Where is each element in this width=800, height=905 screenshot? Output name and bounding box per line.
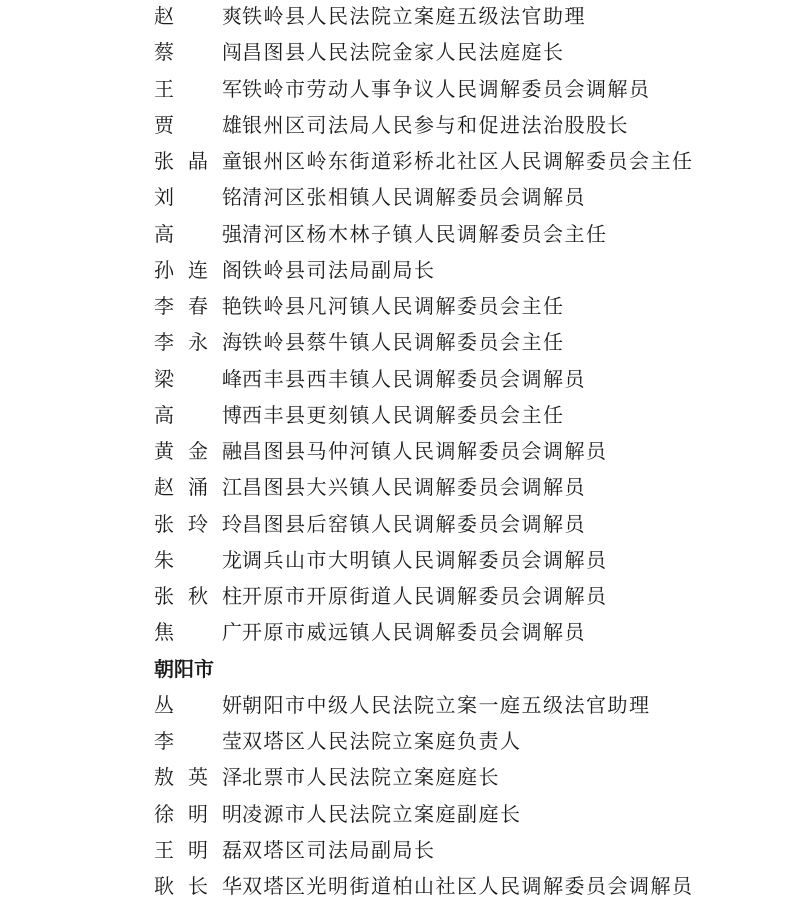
person-title: 清河区张相镇人民调解委员会调解员 bbox=[242, 185, 586, 210]
person-name bbox=[154, 614, 242, 650]
person-name-char: 爽 bbox=[222, 4, 242, 28]
person-name-char: 童 bbox=[222, 149, 242, 173]
person-name-char: 朱 bbox=[154, 547, 174, 572]
person-title: 西丰县西丰镇人民调解委员会调解员 bbox=[242, 366, 586, 391]
person-name-char: 丛 bbox=[154, 692, 174, 717]
person-name-char: 玲 bbox=[222, 511, 242, 536]
list-item bbox=[154, 542, 774, 578]
person-name-char: 江 bbox=[222, 475, 242, 500]
person-name-char: 阁 bbox=[222, 257, 242, 282]
person-name-char: 连 bbox=[188, 257, 208, 282]
list-item bbox=[154, 71, 774, 107]
person-name bbox=[154, 578, 242, 614]
person-title: 开原市威远镇人民调解委员会调解员 bbox=[242, 620, 586, 645]
person-title: 银州区司法局人民参与和促进法治股股长 bbox=[242, 112, 629, 137]
person-title: 铁岭县凡河镇人民调解委员会主任 bbox=[242, 294, 565, 318]
person-name-char: 春 bbox=[188, 294, 208, 318]
person-name bbox=[154, 34, 242, 70]
list-item bbox=[154, 179, 774, 215]
person-name-char: 海 bbox=[222, 330, 242, 355]
person-title: 铁岭县蔡牛镇人民调解委员会主任 bbox=[242, 330, 565, 355]
person-name-char: 玲 bbox=[188, 511, 208, 536]
person-name bbox=[154, 832, 242, 868]
person-name-char: 博 bbox=[222, 402, 242, 427]
list-item bbox=[154, 324, 774, 360]
person-title: 昌图县大兴镇人民调解委员会调解员 bbox=[242, 475, 586, 500]
person-name-char: 峰 bbox=[222, 366, 242, 391]
list-item bbox=[154, 143, 774, 179]
person-name bbox=[154, 288, 242, 324]
person-name bbox=[154, 324, 242, 360]
person-name bbox=[154, 71, 242, 107]
person-title: 铁岭县人民法院立案庭五级法官助理 bbox=[242, 4, 586, 28]
person-name-char: 张 bbox=[154, 149, 174, 173]
person-title: 双塔区人民法院立案庭负责人 bbox=[242, 729, 522, 753]
person-name bbox=[154, 506, 242, 542]
list-item bbox=[154, 0, 774, 34]
person-name-char: 莹 bbox=[222, 729, 242, 753]
person-title: 清河区杨木林子镇人民调解委员会主任 bbox=[242, 221, 608, 246]
person-name-char: 华 bbox=[222, 874, 242, 898]
person-name-char: 明 bbox=[222, 801, 242, 826]
person-name-char: 强 bbox=[222, 221, 242, 246]
person-name-char: 泽 bbox=[222, 765, 242, 790]
person-name-char: 焦 bbox=[154, 620, 174, 645]
list-item bbox=[154, 868, 774, 904]
list-item bbox=[154, 796, 774, 832]
person-name bbox=[154, 361, 242, 397]
person-name-char: 闯 bbox=[222, 40, 242, 65]
person-name-char: 张 bbox=[154, 584, 174, 608]
person-name-char: 赵 bbox=[154, 4, 174, 28]
person-name-char: 蔡 bbox=[154, 40, 174, 65]
person-name-char: 李 bbox=[154, 294, 174, 318]
list-item bbox=[154, 288, 774, 324]
list-item bbox=[154, 723, 774, 759]
person-name-char: 高 bbox=[154, 402, 174, 427]
person-title: 双塔区司法局副局长 bbox=[242, 837, 436, 862]
person-name-char: 孙 bbox=[154, 257, 174, 282]
person-name-char: 妍 bbox=[222, 692, 242, 717]
person-name-char: 李 bbox=[154, 330, 174, 355]
person-title: 铁岭县司法局副局长 bbox=[242, 257, 436, 282]
section-heading-text: 朝阳市 bbox=[154, 656, 214, 681]
person-name-char: 李 bbox=[154, 729, 174, 753]
person-name-char: 贾 bbox=[154, 112, 174, 137]
person-title: 调兵山市大明镇人民调解委员会调解员 bbox=[242, 547, 608, 572]
person-name-char: 永 bbox=[188, 330, 208, 355]
list-item bbox=[154, 216, 774, 252]
person-name-char: 张 bbox=[154, 511, 174, 536]
list-item bbox=[154, 506, 774, 542]
person-name bbox=[154, 723, 242, 759]
list-item bbox=[154, 107, 774, 143]
person-name-char: 融 bbox=[222, 439, 242, 463]
person-name-char: 龙 bbox=[222, 547, 242, 572]
list-item bbox=[154, 361, 774, 397]
person-title: 朝阳市中级人民法院立案一庭五级法官助理 bbox=[242, 692, 651, 717]
person-name bbox=[154, 868, 242, 904]
person-name bbox=[154, 252, 242, 288]
list-item bbox=[154, 34, 774, 70]
person-name bbox=[154, 759, 242, 795]
person-title: 昌图县后窑镇人民调解委员会调解员 bbox=[242, 511, 586, 536]
person-name-char: 耿 bbox=[154, 874, 174, 898]
person-name-char: 金 bbox=[188, 439, 208, 463]
person-name bbox=[154, 107, 242, 143]
person-name bbox=[154, 143, 242, 179]
person-name-char: 广 bbox=[222, 620, 242, 645]
person-name-char: 磊 bbox=[222, 837, 242, 862]
person-name bbox=[154, 542, 242, 578]
person-name bbox=[154, 397, 242, 433]
person-name-char: 艳 bbox=[222, 294, 242, 318]
person-name-char: 柱 bbox=[222, 584, 242, 608]
person-name-char: 刘 bbox=[154, 185, 174, 210]
person-name-char: 英 bbox=[188, 765, 208, 790]
person-title: 北票市人民法院立案庭庭长 bbox=[242, 765, 500, 790]
person-title: 铁岭市劳动人事争议人民调解委员会调解员 bbox=[242, 76, 651, 101]
list-item bbox=[154, 252, 774, 288]
person-name bbox=[154, 216, 242, 252]
person-name-char: 军 bbox=[222, 76, 242, 101]
person-title: 开原市开原街道人民调解委员会调解员 bbox=[242, 584, 608, 608]
person-name-char: 王 bbox=[154, 837, 174, 862]
list-item bbox=[154, 759, 774, 795]
name-list-document bbox=[154, 0, 774, 904]
person-name-char: 晶 bbox=[188, 149, 208, 173]
person-name bbox=[154, 687, 242, 723]
person-name-char: 涌 bbox=[188, 475, 208, 500]
person-title: 凌源市人民法院立案庭副庭长 bbox=[242, 801, 522, 826]
person-name bbox=[154, 179, 242, 215]
list-item bbox=[154, 832, 774, 868]
person-name-char: 雄 bbox=[222, 112, 242, 137]
person-name-char: 黄 bbox=[154, 439, 174, 463]
person-name-char: 王 bbox=[154, 76, 174, 101]
person-title: 昌图县人民法院金家人民法庭庭长 bbox=[242, 40, 565, 65]
person-name-char: 铭 bbox=[222, 185, 242, 210]
person-name bbox=[154, 0, 242, 34]
person-name-char: 赵 bbox=[154, 475, 174, 500]
section-heading bbox=[154, 651, 774, 687]
person-name-char: 徐 bbox=[154, 801, 174, 826]
person-title: 西丰县更刻镇人民调解委员会主任 bbox=[242, 402, 565, 427]
person-name bbox=[154, 469, 242, 505]
person-title: 双塔区光明街道柏山社区人民调解委员会调解员 bbox=[242, 874, 694, 898]
person-name-char: 高 bbox=[154, 221, 174, 246]
person-name-char: 敖 bbox=[154, 765, 174, 790]
list-item bbox=[154, 687, 774, 723]
person-title: 昌图县马仲河镇人民调解委员会调解员 bbox=[242, 439, 608, 463]
list-item bbox=[154, 614, 774, 650]
person-name bbox=[154, 433, 242, 469]
person-name-char: 秋 bbox=[188, 584, 208, 608]
person-name-char: 长 bbox=[188, 874, 208, 898]
list-item bbox=[154, 469, 774, 505]
person-name-char: 明 bbox=[188, 837, 208, 862]
person-name-char: 梁 bbox=[154, 366, 174, 391]
list-item bbox=[154, 397, 774, 433]
person-title: 银州区岭东街道彩桥北社区人民调解委员会主任 bbox=[242, 149, 694, 173]
person-name-char: 明 bbox=[188, 801, 208, 826]
person-name bbox=[154, 796, 242, 832]
list-item bbox=[154, 433, 774, 469]
list-item bbox=[154, 578, 774, 614]
